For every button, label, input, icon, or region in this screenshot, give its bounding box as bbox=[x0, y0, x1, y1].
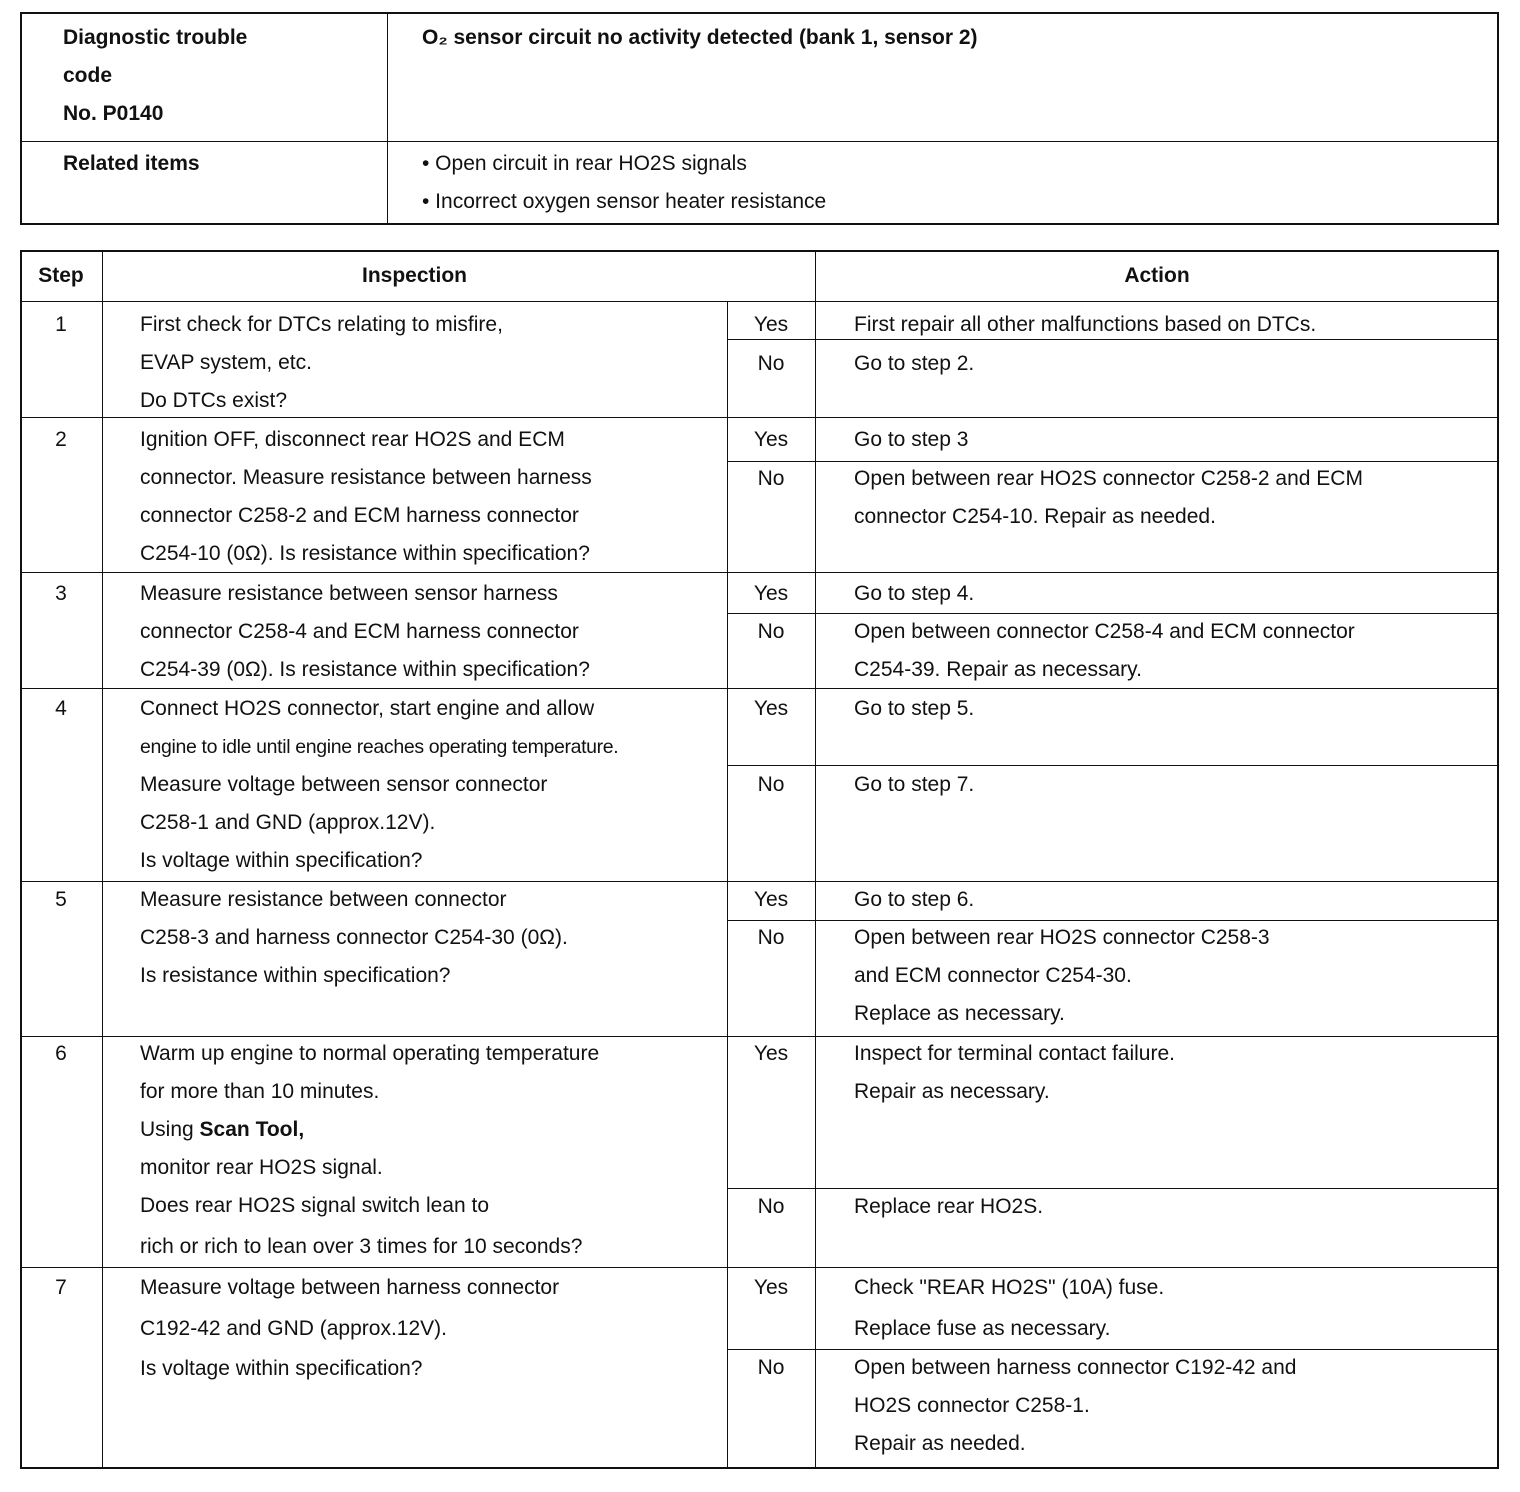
col-header-action: Action bbox=[1124, 264, 1190, 287]
step-inspection: Measure voltage between harness connector C192-42 and GND (approx.12V). Is voltage within specification? bbox=[140, 1276, 560, 1380]
dtc-code-label: Diagnostic trouble code No. P0140 bbox=[63, 26, 248, 125]
step-number: 3 bbox=[55, 582, 67, 605]
yes-action: Go to step 5. bbox=[854, 697, 975, 720]
no-action: Open between rear HO2S connector C258-2 and ECM connector C254-10. Repair as needed. bbox=[854, 467, 1363, 528]
no-label: No bbox=[757, 1195, 785, 1218]
scan-tool-emphasis: Scan Tool, bbox=[199, 1118, 305, 1141]
step-inspection: Warm up engine to normal operating temperature for more than 10 minutes. Using Scan Tool, monitor rear HO2S signal. Does rear HO2S signal switch lean to rich or rich to lean over 3 times for 10 seconds? bbox=[140, 1042, 600, 1258]
related-item: • Open circuit in rear HO2S signals bbox=[422, 152, 747, 175]
no-action: Replace rear HO2S. bbox=[854, 1195, 1044, 1218]
yes-label: Yes bbox=[753, 582, 789, 605]
yes-action: First repair all other malfunctions based on DTCs. bbox=[854, 313, 1317, 336]
step-number: 6 bbox=[55, 1042, 67, 1065]
dtc-description: O₂ sensor circuit no activity detected (bank 1, sensor 2) bbox=[422, 26, 978, 49]
col-header-inspection: Inspection bbox=[361, 264, 467, 287]
no-label: No bbox=[757, 773, 785, 796]
yes-label: Yes bbox=[753, 697, 789, 720]
yes-label: Yes bbox=[753, 1276, 789, 1299]
no-action: Open between harness connector C192-42 and HO2S connector C258-1. Repair as needed. bbox=[854, 1356, 1297, 1455]
step-inspection: First check for DTCs relating to misfire, EVAP system, etc. Do DTCs exist? bbox=[140, 313, 503, 412]
header-divider-horizontal bbox=[20, 141, 1499, 142]
yes-label: Yes bbox=[753, 313, 789, 336]
yes-no-separator bbox=[727, 1188, 1499, 1189]
related-items-label: Related items bbox=[63, 152, 200, 175]
step-inspection: Measure resistance between connector C258-3 and harness connector C254-30 (0Ω). Is resistance within specification? bbox=[140, 888, 568, 987]
yes-action: Go to step 3 bbox=[854, 428, 969, 451]
row-separator bbox=[20, 1267, 1499, 1268]
yes-action: Inspect for terminal contact failure. Repair as necessary. bbox=[854, 1042, 1175, 1103]
step-inspection: Connect HO2S connector, start engine and allow engine to idle until engine reaches operating temperature. Measure voltage between sensor connector C258-1 and GND (approx.12V). Is voltage within specification? bbox=[140, 697, 619, 872]
yes-action: Go to step 4. bbox=[854, 582, 975, 605]
no-action: Open between connector C258-4 and ECM connector C254-39. Repair as necessary. bbox=[854, 620, 1355, 681]
no-action: Open between rear HO2S connector C258-3 and ECM connector C254-30. Replace as necessary. bbox=[854, 926, 1270, 1025]
step-inspection: Ignition OFF, disconnect rear HO2S and ECM connector. Measure resistance between harness connector C258-2 and ECM harness connector C254-10 (0Ω). Is resistance within specification? bbox=[140, 428, 592, 565]
no-label: No bbox=[757, 926, 785, 949]
yes-action: Check "REAR HO2S" (10A) fuse. Replace fuse as necessary. bbox=[854, 1276, 1165, 1340]
step-column-divider bbox=[102, 250, 103, 1469]
yes-label: Yes bbox=[753, 888, 789, 911]
no-action: Go to step 7. bbox=[854, 773, 975, 796]
no-label: No bbox=[757, 1356, 785, 1379]
no-label: No bbox=[757, 352, 785, 375]
no-label: No bbox=[757, 620, 785, 643]
step-number: 2 bbox=[55, 428, 67, 451]
yes-no-separator bbox=[727, 765, 1499, 766]
no-label: No bbox=[757, 467, 785, 490]
step-number: 1 bbox=[55, 313, 67, 336]
related-items-list bbox=[422, 145, 826, 221]
header-divider-vertical bbox=[387, 12, 388, 225]
action-column-divider bbox=[815, 250, 816, 1469]
header-row-bottom bbox=[20, 301, 1499, 302]
related-item: • Incorrect oxygen sensor heater resistance bbox=[422, 190, 827, 213]
step-number: 7 bbox=[55, 1276, 67, 1299]
no-action: Go to step 2. bbox=[854, 352, 975, 375]
yes-label: Yes bbox=[753, 428, 789, 451]
yes-label: Yes bbox=[753, 1042, 789, 1065]
yes-action: Go to step 6. bbox=[854, 888, 975, 911]
step-number: 4 bbox=[55, 697, 67, 720]
col-header-step: Step bbox=[38, 264, 84, 287]
step-number: 5 bbox=[55, 888, 67, 911]
step-inspection: Measure resistance between sensor harness connector C258-4 and ECM harness connector C254-39 (0Ω). Is resistance within specification? bbox=[140, 582, 590, 681]
